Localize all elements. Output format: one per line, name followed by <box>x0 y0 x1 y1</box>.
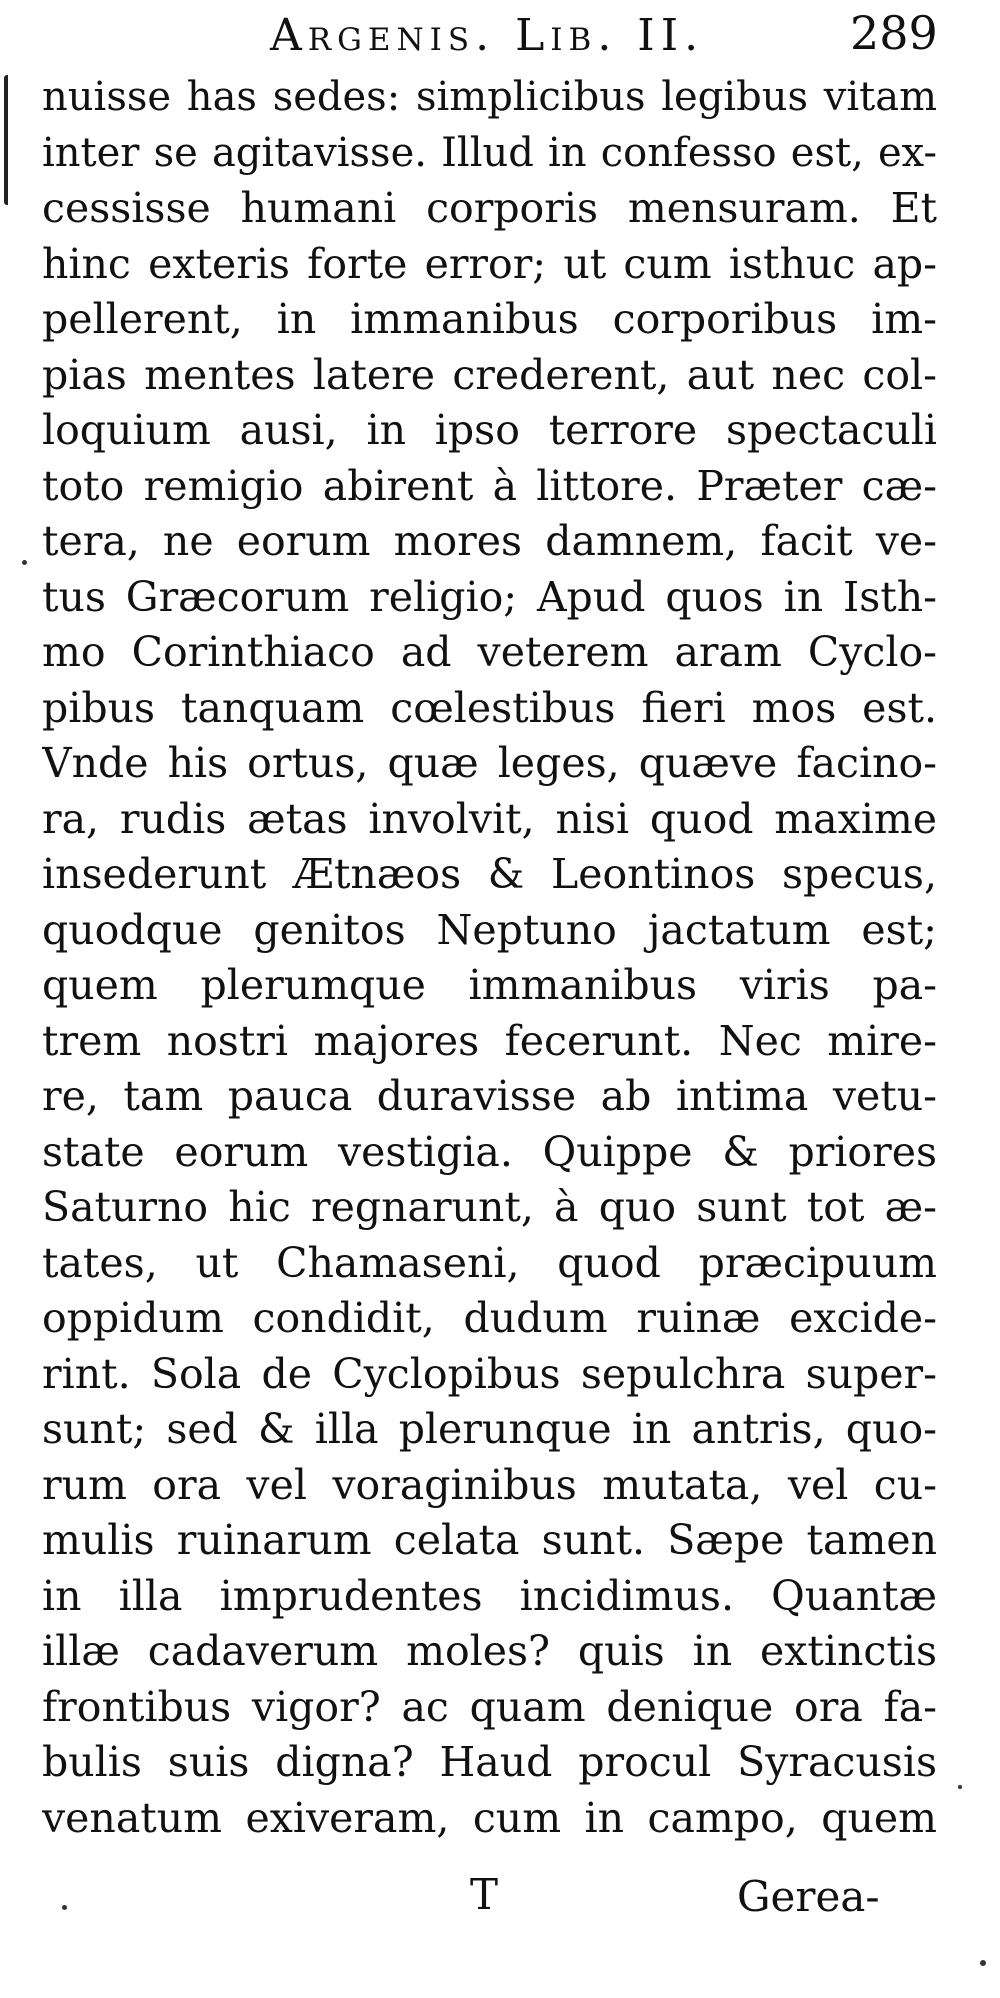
ink-speck <box>62 1905 67 1910</box>
text-line: pibus tanquam cœlestibus fieri mos est. <box>42 683 937 732</box>
text-line: quodque genitos Neptuno jactatum est; <box>42 905 937 954</box>
text-line: in illa imprudentes incidimus. Quantæ <box>42 1571 937 1620</box>
text-line: quem plerumque immanibus viris pa- <box>42 961 937 1009</box>
catchword: Gerea- <box>737 1872 880 1921</box>
text-line: re, tam pauca duravisse ab intima vetu- <box>42 1072 937 1120</box>
ink-speck <box>958 1785 962 1789</box>
text-line: tus Græcorum religio; Apud quos in Isth- <box>42 572 937 621</box>
text-line: venatum exiveram, cum in campo, quem <box>42 1793 937 1842</box>
text-line: rint. Sola de Cyclopibus sepulchra super- <box>42 1349 937 1398</box>
text-line: pias mentes latere crederent, aut nec col- <box>42 350 937 399</box>
text-line: Saturno hic regnarunt, à quo sunt tot æ- <box>42 1183 937 1231</box>
running-head: Argenis. Lib. II. <box>270 10 705 61</box>
body-text <box>42 70 937 1846</box>
ink-speck <box>22 560 27 565</box>
text-line: oppidum condidit, dudum ruinæ excide- <box>42 1294 937 1342</box>
text-line: mulis ruinarum celata sunt. Sæpe tamen <box>42 1516 937 1564</box>
text-line: illæ cadaverum moles? quis in extinctis <box>42 1627 937 1675</box>
text-line: inter se agitavisse. Illud in confesso est, ex- <box>42 129 937 176</box>
margin-bracket-mark <box>4 75 14 205</box>
ink-speck <box>980 1960 986 1966</box>
text-line: state eorum vestigia. Quippe & priores <box>42 1127 937 1176</box>
text-line: tera, ne eorum mores damnem, facit ve- <box>42 517 937 565</box>
text-line: nuisse has sedes: simplicibus legibus vitam <box>42 74 937 120</box>
text-line: rum ora vel voraginibus mutata, vel cu- <box>42 1460 937 1509</box>
text-line: loquium ausi, in ipso terrore spectaculi <box>42 406 937 454</box>
signature-mark: T <box>470 1870 499 1919</box>
text-line: bulis suis digna? Haud procul Syracusis <box>42 1738 937 1786</box>
text-line: ra, rudis ætas involvit, nisi quod maxime <box>42 794 937 843</box>
text-line: toto remigio abirent à littore. Præter cæ- <box>42 461 937 510</box>
text-line: pellerent, in immanibus corporibus im- <box>42 295 937 343</box>
text-line: insederunt Ætnæos & Leontinos specus, <box>42 850 937 898</box>
text-line: sunt; sed & illa plerunque in antris, quo- <box>42 1405 937 1453</box>
text-line: mo Corinthiaco ad veterem aram Cyclo- <box>42 628 937 676</box>
text-line: trem nostri majores fecerunt. Nec mire- <box>42 1016 937 1065</box>
text-line: cessisse humani corporis mensuram. Et <box>42 184 937 232</box>
text-line: tates, ut Chamaseni, quod præcipuum <box>42 1238 937 1287</box>
text-line: frontibus vigor? ac quam denique ora fa- <box>42 1682 937 1731</box>
page-number: 289 <box>850 6 938 60</box>
text-line: Vnde his ortus, quæ leges, quæve facino- <box>42 739 937 787</box>
text-line: hinc exteris forte error; ut cum isthuc ap- <box>42 239 937 288</box>
